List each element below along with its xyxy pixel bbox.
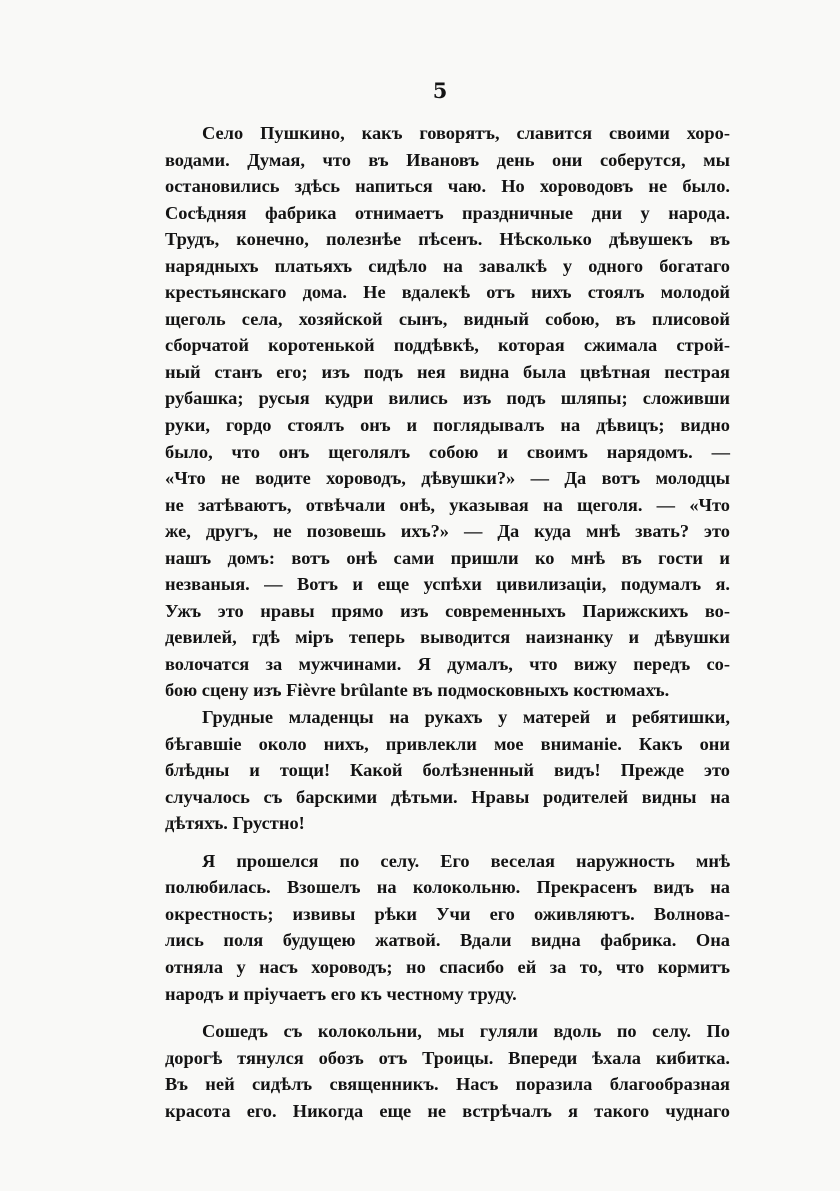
text-line: ный станъ его; изъ подъ нея видна была цвѣтная пестрая [165,361,730,382]
text-line: Сосѣдняя фабрика отнимаетъ праздничные дни у народа. [165,202,730,223]
paragraph-1 [165,120,730,704]
text-line: незваныя. — Вотъ и еще успѣхи цивилизаціи, подумалъ я. [165,574,730,595]
text-line: крестьянскаго дома. Не вдалекѣ отъ нихъ стоялъ молодой [165,282,730,303]
text-line: блѣдны и тощи! Какой болѣзненный видъ! Прежде это [165,760,730,781]
text-line: волочатся за мужчинами. Я думалъ, что вижу передъ со- [165,653,730,674]
text-line: Сошедъ съ колокольни, мы гуляли вдоль по селу. По [202,1021,730,1042]
text-line: девилей, гдѣ міръ теперь выводится наизнанку и дѣвушки [165,627,730,648]
text-line: было, что онъ щеголялъ собою и своимъ нарядомъ. — [165,441,730,462]
text-line: дѣтяхъ. Грустно! [165,813,305,834]
text-line: щеголь села, хозяйской сынъ, видный собою, въ плисовой [165,308,730,329]
text-line: дорогѣ тянулся обозъ отъ Троицы. Впереди ѣхала кибитка. [165,1047,730,1068]
text-line: остановились здѣсь напиться чаю. Но хороводовъ не было. [165,176,730,197]
text-line: не затѣваютъ, отвѣчали онѣ, указывая на щеголя. — «Что [165,494,730,515]
text-line: Я прошелся по селу. Его веселая наружность мнѣ [202,850,730,871]
paragraph-2 [165,704,730,837]
text-line: руки, гордо стоялъ онъ и поглядывалъ на дѣвицъ; видно [165,415,730,436]
text-line: Въ ней сидѣлъ священникъ. Насъ поразила благообразная [165,1074,730,1095]
text-line: водами. Думая, что въ Ивановъ день они соберутся, мы [165,149,730,170]
text-line: «Что не водите хороводъ, дѣвушки?» — Да вотъ молодцы [165,468,730,489]
text-line: Ужъ это нравы прямо изъ современныхъ Парижскихъ во- [165,600,730,621]
text-line: лись поля будущею жатвой. Вдали видна фабрика. Она [165,930,730,951]
text-line: Грудные младенцы на рукахъ у матерей и ребятишки, [202,707,730,728]
text-line: окрестность; извивы рѣки Учи его оживляютъ. Волнова- [165,903,730,924]
text-line: сборчатой коротенькой поддѣвкѣ, которая сжимала строй- [165,335,730,356]
text-line: бѣгавшіе около нихъ, привлекли мое вниманіе. Какъ они [165,733,730,754]
text-line: бою сцену изъ Fièvre brûlante въ подмосковныхъ костюмахъ. [165,680,670,701]
text-line: же, другъ, не позовешь ихъ?» — Да куда мнѣ звать? это [165,521,730,542]
page-number: 5 [432,78,448,103]
text-line: случалось съ барскими дѣтьми. Нравы родителей видны на [165,786,730,807]
text-line: народъ и пріучаетъ его къ честному труду. [165,983,517,1004]
text-line: рубашка; русыя кудри вились изъ подъ шляпы; сложивши [165,388,730,409]
text-line: Село Пушкино, какъ говорятъ, славится своими хоро- [202,123,730,143]
text-line: нарядныхъ платьяхъ сидѣло на завалкѣ у одного богатаго [165,255,730,276]
text-line: отняла у насъ хороводъ; но спасибо ей за то, что кормитъ [165,956,730,977]
paragraph-spacer [165,837,730,848]
text-line: Трудъ, конечно, полезнѣе пѣсенъ. Нѣсколько дѣвушекъ въ [165,229,730,250]
text-line: полюбилась. Взошелъ на колокольню. Прекрасенъ видъ на [165,877,730,898]
paragraph-4 [165,1018,730,1124]
text-line: нашъ домъ: вотъ онѣ сами пришли ко мнѣ въ гости и [165,547,730,568]
body-text [165,120,730,1124]
text-line: красота его. Никогда еще не встрѣчалъ я такого чуднаго [165,1100,730,1121]
paragraph-spacer [165,1007,730,1018]
paragraph-3 [165,848,730,1007]
